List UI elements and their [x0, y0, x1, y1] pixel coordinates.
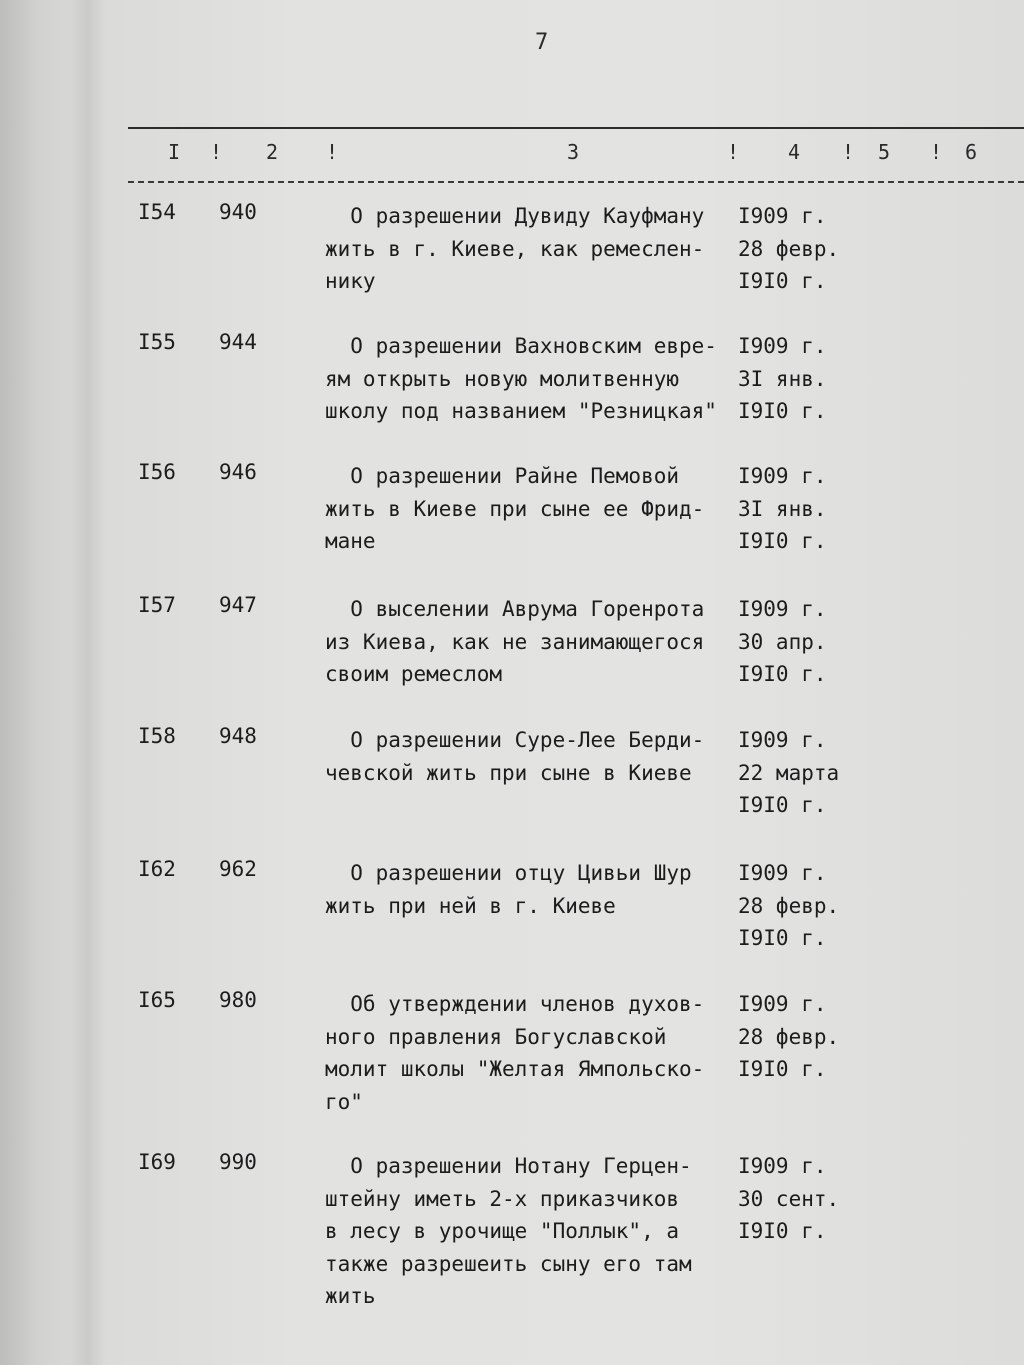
entry-number: I56	[138, 460, 176, 484]
entry-dates	[738, 593, 888, 691]
description-line: О разрешении Суре-Лее Берди-	[325, 728, 705, 752]
entry-dates	[738, 724, 888, 822]
description-line: О разрешении Вахновским евре-	[325, 334, 717, 358]
date-line: 30 апр.	[738, 629, 827, 654]
date-line: I9I0 г.	[738, 1219, 827, 1243]
entry-description	[325, 857, 745, 922]
description-line: го"	[325, 1089, 363, 1114]
description-line: О выселении Аврума Горенрота	[325, 597, 705, 621]
column-header-5: 5	[878, 140, 892, 164]
page-fold-shadow	[70, 0, 106, 1365]
entry-file-number: 948	[219, 724, 257, 748]
entry-number: I57	[138, 593, 176, 617]
date-line: 30 сент.	[738, 1186, 840, 1211]
entry-number: I55	[138, 330, 176, 354]
description-line: школу под названием "Резницкая"	[325, 399, 717, 423]
date-line: I909 г.	[738, 992, 827, 1016]
entry-file-number: 946	[219, 460, 257, 484]
entry-file-number: 980	[219, 988, 257, 1012]
column-separator: !	[930, 140, 944, 164]
date-line: I9I0 г.	[738, 926, 827, 950]
column-separator: !	[210, 140, 224, 164]
date-line: 22 марта	[738, 760, 840, 785]
entry-number: I69	[138, 1150, 176, 1174]
description-line: в лесу в урочище "Поллык", а	[325, 1219, 680, 1243]
entry-number: I54	[138, 200, 176, 224]
date-line: 3I янв.	[738, 366, 827, 391]
description-line: О разрешении отцу Цивьи Шур	[325, 861, 692, 885]
entry-dates	[738, 988, 888, 1086]
entry-file-number: 940	[219, 200, 257, 224]
description-line: штейну иметь 2-х приказчиков	[325, 1186, 680, 1211]
description-line: О разрешении Дувиду Кауфману	[325, 204, 705, 228]
entry-description	[325, 1150, 745, 1313]
date-line: I9I0 г.	[738, 1057, 827, 1081]
description-line: ного правления Богуславской	[325, 1024, 667, 1049]
page-number: 7	[535, 30, 549, 55]
date-line: I909 г.	[738, 204, 827, 228]
date-line: I9I0 г.	[738, 269, 827, 293]
description-line: мане	[325, 529, 376, 553]
description-line: жить	[325, 1284, 376, 1308]
description-line: чевской жить при сыне в Киеве	[325, 760, 692, 785]
entry-description	[325, 724, 745, 789]
column-separator: !	[842, 140, 856, 164]
entry-dates	[738, 460, 888, 558]
column-separator: !	[326, 140, 340, 164]
entry-file-number: 990	[219, 1150, 257, 1174]
date-line: I9I0 г.	[738, 662, 827, 686]
description-line: ям открыть новую молитвенную	[325, 366, 680, 391]
date-line: I909 г.	[738, 334, 827, 358]
date-line: I909 г.	[738, 728, 827, 752]
entry-file-number: 947	[219, 593, 257, 617]
description-line: своим ремеслом	[325, 662, 503, 686]
date-line: 28 февр.	[738, 893, 840, 918]
description-line: Об утверждении членов духов-	[325, 992, 705, 1016]
entry-description	[325, 988, 745, 1118]
column-header-4: 4	[788, 140, 802, 164]
entry-file-number: 944	[219, 330, 257, 354]
description-line: молит школы "Желтая Ямпольско-	[325, 1057, 705, 1081]
date-line: 28 февр.	[738, 236, 840, 261]
entry-description	[325, 593, 745, 691]
date-line: 28 февр.	[738, 1024, 840, 1049]
entry-dates	[738, 1150, 888, 1248]
date-line: I909 г.	[738, 861, 827, 885]
column-separator: !	[727, 140, 741, 164]
description-line: жить в Киеве при сыне ее Фрид-	[325, 496, 705, 521]
entry-description	[325, 200, 745, 298]
header-top-rule	[128, 127, 1024, 129]
date-line: I909 г.	[738, 1154, 827, 1178]
column-header-2: 2	[266, 140, 280, 164]
date-line: I9I0 г.	[738, 529, 827, 553]
entry-number: I62	[138, 857, 176, 881]
entry-number: I58	[138, 724, 176, 748]
entry-description	[325, 330, 745, 428]
entry-dates	[738, 857, 888, 955]
description-line: О разрешении Райне Пемовой	[325, 464, 680, 488]
description-line: также разрешеить сыну его там	[325, 1251, 692, 1276]
header-bottom-rule	[128, 181, 1024, 183]
date-line: I9I0 г.	[738, 793, 827, 817]
date-line: 3I янв.	[738, 496, 827, 521]
date-line: I909 г.	[738, 464, 827, 488]
description-line: нику	[325, 269, 376, 293]
entry-file-number: 962	[219, 857, 257, 881]
description-line: жить в г. Киеве, как ремеслен-	[325, 236, 705, 261]
date-line: I909 г.	[738, 597, 827, 621]
entry-description	[325, 460, 745, 558]
entry-number: I65	[138, 988, 176, 1012]
column-header-6: 6	[965, 140, 979, 164]
column-header-3: 3	[567, 140, 581, 164]
description-line: из Киева, как не занимающегося	[325, 629, 705, 654]
entry-dates	[738, 200, 888, 298]
entry-dates	[738, 330, 888, 428]
description-line: жить при ней в г. Киеве	[325, 893, 616, 918]
description-line: О разрешении Нотану Герцен-	[325, 1154, 692, 1178]
column-header-1: I	[168, 140, 182, 164]
date-line: I9I0 г.	[738, 399, 827, 423]
